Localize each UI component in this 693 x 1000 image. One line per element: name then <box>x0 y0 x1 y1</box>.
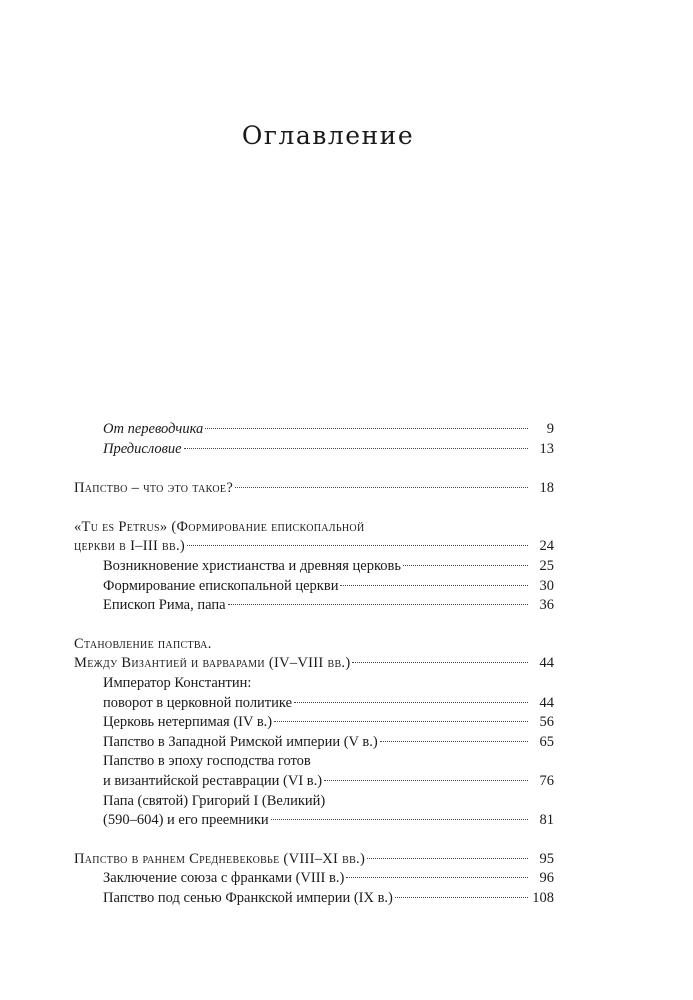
toc-entry-title: поворот в церковной политике <box>103 694 293 711</box>
toc-entry-title: Возникновение христианства и древняя церковь <box>103 557 401 574</box>
toc-entry-constantine-line1[interactable] <box>74 674 554 694</box>
dot-leader <box>274 720 528 722</box>
dot-leader <box>228 603 528 605</box>
dot-leader <box>324 779 528 781</box>
toc-entry-title: Папство – что это такое? <box>74 480 234 497</box>
toc-page-number: 65 <box>539 733 554 750</box>
toc-entry-formation-line2[interactable] <box>74 654 554 674</box>
toc-entry-early-middle-ages[interactable] <box>74 850 554 870</box>
toc-page-number: 36 <box>539 597 554 614</box>
dot-leader <box>271 818 528 820</box>
toc-entry-title: церкви в I–III вв.) <box>74 538 186 555</box>
toc-entry-intolerant-church[interactable] <box>74 713 554 733</box>
dot-leader <box>235 486 528 488</box>
toc-page-number: 9 <box>546 421 554 437</box>
toc-entry-goths-line2[interactable] <box>74 772 554 792</box>
toc-entry-western-empire[interactable] <box>74 733 554 753</box>
toc-entry-preface[interactable] <box>74 440 554 460</box>
toc-page-number: 56 <box>539 714 554 731</box>
toc-page-number: 44 <box>539 655 554 672</box>
toc-entry-title: Епископ Рима, папа <box>103 597 226 614</box>
toc-page-number: 25 <box>539 557 554 574</box>
page-title: Оглавление <box>241 120 415 150</box>
toc-page-number: 44 <box>539 694 554 711</box>
dot-leader <box>352 661 528 663</box>
toc-page-number: 30 <box>539 577 554 594</box>
toc-entry-title: Папство под сенью Франкской империи (IX в.) <box>103 889 393 906</box>
toc-page-number: 18 <box>539 480 554 497</box>
toc-page-number: 76 <box>539 772 554 789</box>
toc-entry-formation-line1[interactable] <box>74 635 554 655</box>
toc-entry-episcopal-church[interactable] <box>74 577 554 597</box>
toc-entry-title: Заключение союза с франками (VIII в.) <box>103 870 345 887</box>
toc-entry-title: От переводчика <box>103 421 204 437</box>
dot-leader <box>294 701 528 703</box>
toc-page-number: 24 <box>539 538 554 555</box>
dot-leader <box>346 876 528 878</box>
dot-leader <box>340 584 528 586</box>
toc-entry-goths-line1[interactable] <box>74 752 554 772</box>
toc-entry-rise-christianity[interactable] <box>74 557 554 577</box>
toc-entry-title: Становление папства. <box>74 635 212 652</box>
toc-entry-bishop-rome[interactable] <box>74 596 554 616</box>
toc-entry-title: Папство в раннем Средневековье (VIII–XI вв.) <box>74 850 366 867</box>
toc-entry-title: Формирование епископальной церкви <box>103 577 339 594</box>
toc-entry-frankish-empire[interactable] <box>74 889 554 909</box>
toc-entry-title: Папство в эпоху господства готов <box>103 753 311 770</box>
dot-leader <box>205 427 528 429</box>
table-of-contents <box>74 420 554 908</box>
toc-entry-title: Предисловие <box>103 440 182 457</box>
toc-entry-franks-alliance[interactable] <box>74 869 554 889</box>
toc-entry-tu-es-petrus-line2[interactable] <box>74 537 554 557</box>
toc-entry-title: Между Византией и варварами (IV–VIII вв.) <box>74 655 351 672</box>
toc-entry-title: Церковь нетерпимая (IV в.) <box>103 714 273 731</box>
dot-leader <box>187 544 528 546</box>
toc-page-number: 96 <box>539 870 554 887</box>
toc-entry-title: Папство в Западной Римской империи (V в.) <box>103 733 378 750</box>
toc-entry-gregory-line2[interactable] <box>74 811 554 831</box>
toc-entry-title: «Tu es Petrus» (Формирование епископальной <box>74 518 365 535</box>
toc-entry-tu-es-petrus-line1[interactable] <box>74 518 554 538</box>
dot-leader <box>380 740 528 742</box>
toc-entry-title: (590–604) и его преемники <box>103 812 269 829</box>
toc-page-number: 95 <box>539 850 554 867</box>
dot-leader <box>367 857 528 859</box>
toc-entry-title: Папа (святой) Григорий I (Великий) <box>103 792 326 809</box>
dot-leader <box>403 564 528 566</box>
toc-page-number: 108 <box>532 889 554 906</box>
toc-entry-papacy-what[interactable] <box>74 479 554 499</box>
dot-leader <box>184 447 528 449</box>
toc-entry-title: Император Константин: <box>103 674 252 691</box>
toc-entry-constantine-line2[interactable] <box>74 694 554 714</box>
toc-entry-translator[interactable] <box>74 420 554 440</box>
dot-leader <box>395 896 528 898</box>
toc-page-number: 13 <box>539 440 554 457</box>
toc-entry-gregory-line1[interactable] <box>74 792 554 812</box>
toc-page-number: 81 <box>539 812 554 829</box>
toc-entry-title: и византийской реставрации (VI в.) <box>103 772 323 789</box>
